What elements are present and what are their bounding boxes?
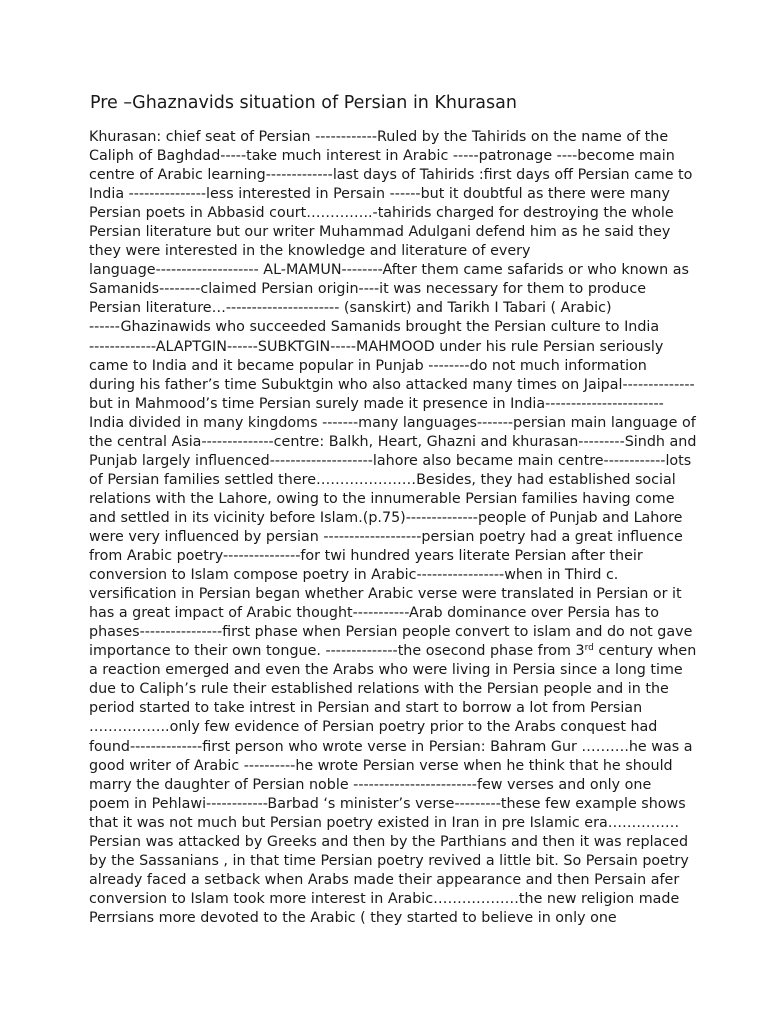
text-line: India ---------------less interested in Persain ------but it doubtful as there were many — [89, 186, 670, 203]
text-line: but in Mahmood’s time Persian surely made it presence in India----------------------- — [89, 395, 664, 412]
text-line: poem in Pehlawi------------Barbad ‘s minister’s verse---------these few example shows — [89, 795, 686, 812]
text-line: good writer of Arabic ----------he wrote Persian verse when he think that he should — [89, 757, 673, 774]
text-line: of Persian families settled there…………………Besides, they had established social — [89, 471, 676, 488]
text-line: Persian literature…---------------------- (sanskirt) and Tarikh I Tabari ( Arabic) — [89, 300, 612, 317]
text-line: were very influenced by persian -------------------persian poetry had a great influence — [89, 528, 683, 545]
text-line: from Arabic poetry---------------for twi hundred years literate Persian after their — [89, 548, 643, 565]
text-line: by the Sassanians , in that time Persian poetry revived a little bit. So Persain poetry — [89, 852, 689, 869]
text-line: language-------------------- AL-MAMUN--------After them came safarids or who known as — [89, 262, 689, 279]
document-body — [89, 128, 697, 928]
text-line: has a great impact of Arabic thought-----------Arab dominance over Persia has to — [89, 605, 660, 622]
text-line: conversion to Islam took more interest in Arabic………………the new religion made — [89, 890, 680, 907]
text-line: that it was not much but Persian poetry existed in Iran in pre Islamic era…………… — [89, 814, 680, 831]
text-line: ……………..only few evidence of Persian poetry prior to the Arabs conquest had — [89, 719, 658, 736]
text-line: Perrsians more devoted to the Arabic ( they started to believe in only one — [89, 909, 617, 926]
text-line: they were interested in the knowledge and literature of every — [89, 243, 531, 260]
text-line: ------Ghazinawids who succeeded Samanids brought the Persian culture to India — [89, 319, 660, 336]
text-line: importance to their own tongue. --------------the osecond phase from 3rd century when — [89, 643, 697, 660]
text-line: the central Asia--------------centre: Balkh, Heart, Ghazni and khurasan---------Sindh and — [89, 433, 697, 450]
text-line: came to India and it became popular in Punjab --------do not much information — [89, 357, 647, 374]
text-line: -------------ALAPTGIN------SUBKTGIN-----MAHMOOD under his rule Persian seriously — [89, 338, 664, 355]
text-line: Caliph of Baghdad-----take much interest in Arabic -----patronage ----become main — [89, 148, 675, 165]
text-line: Persian literature but our writer Muhammad Adulgani defend him as he said they — [89, 224, 671, 241]
text-line: during his father’s time Subuktgin who also attacked many times on Jaipal-------------- — [89, 376, 695, 393]
text-line: centre of Arabic learning-------------last days of Tahirids :first days off Persian came to — [89, 167, 693, 184]
text-line: and settled in its vicinity before Islam.(p.75)--------------people of Punjab and Lahore — [89, 509, 683, 526]
text-line: relations with the Lahore, owing to the innumerable Persian families having come — [89, 490, 675, 507]
document-title: Pre –Ghaznavids situation of Persian in Khurasan — [90, 93, 517, 113]
text-line: phases----------------first phase when Persian people convert to islam and do not gave — [89, 624, 693, 641]
text-line: a reaction emerged and even the Arabs who were living in Persia since a long time — [89, 662, 683, 679]
text-line: period started to take intrest in Persian and start to borrow a lot from Persian — [89, 700, 643, 717]
text-line: Persian poets in Abbasid court…………..-tahirids charged for destroying the whole — [89, 205, 674, 222]
text-line: Punjab largely influenced--------------------lahore also became main centre------------lots — [89, 452, 692, 469]
text-line: found--------------first person who wrote verse in Persian: Bahram Gur ……….he was a — [89, 738, 693, 755]
text-line: India divided in many kingdoms -------many languages-------persian main language of — [89, 414, 696, 431]
text-line: Persian was attacked by Greeks and then by the Parthians and then it was replaced — [89, 833, 689, 850]
text-line: marry the daughter of Persian noble ------------------------few verses and only one — [89, 776, 652, 793]
text-line: Khurasan: chief seat of Persian ------------Ruled by the Tahirids on the name of the — [89, 129, 669, 145]
text-line: Samanids--------claimed Persian origin----it was necessary for them to produce — [89, 281, 647, 298]
text-line: already faced a setback when Arabs made their appearance and then Persain afer — [89, 871, 680, 888]
text-line: due to Caliph’s rule their established relations with the Persian people and in the — [89, 681, 669, 698]
text-line: conversion to Islam compose poetry in Arabic-----------------when in Third c. — [89, 567, 619, 584]
text-line: versification in Persian began whether Arabic verse were translated in Persian or it — [89, 586, 682, 603]
